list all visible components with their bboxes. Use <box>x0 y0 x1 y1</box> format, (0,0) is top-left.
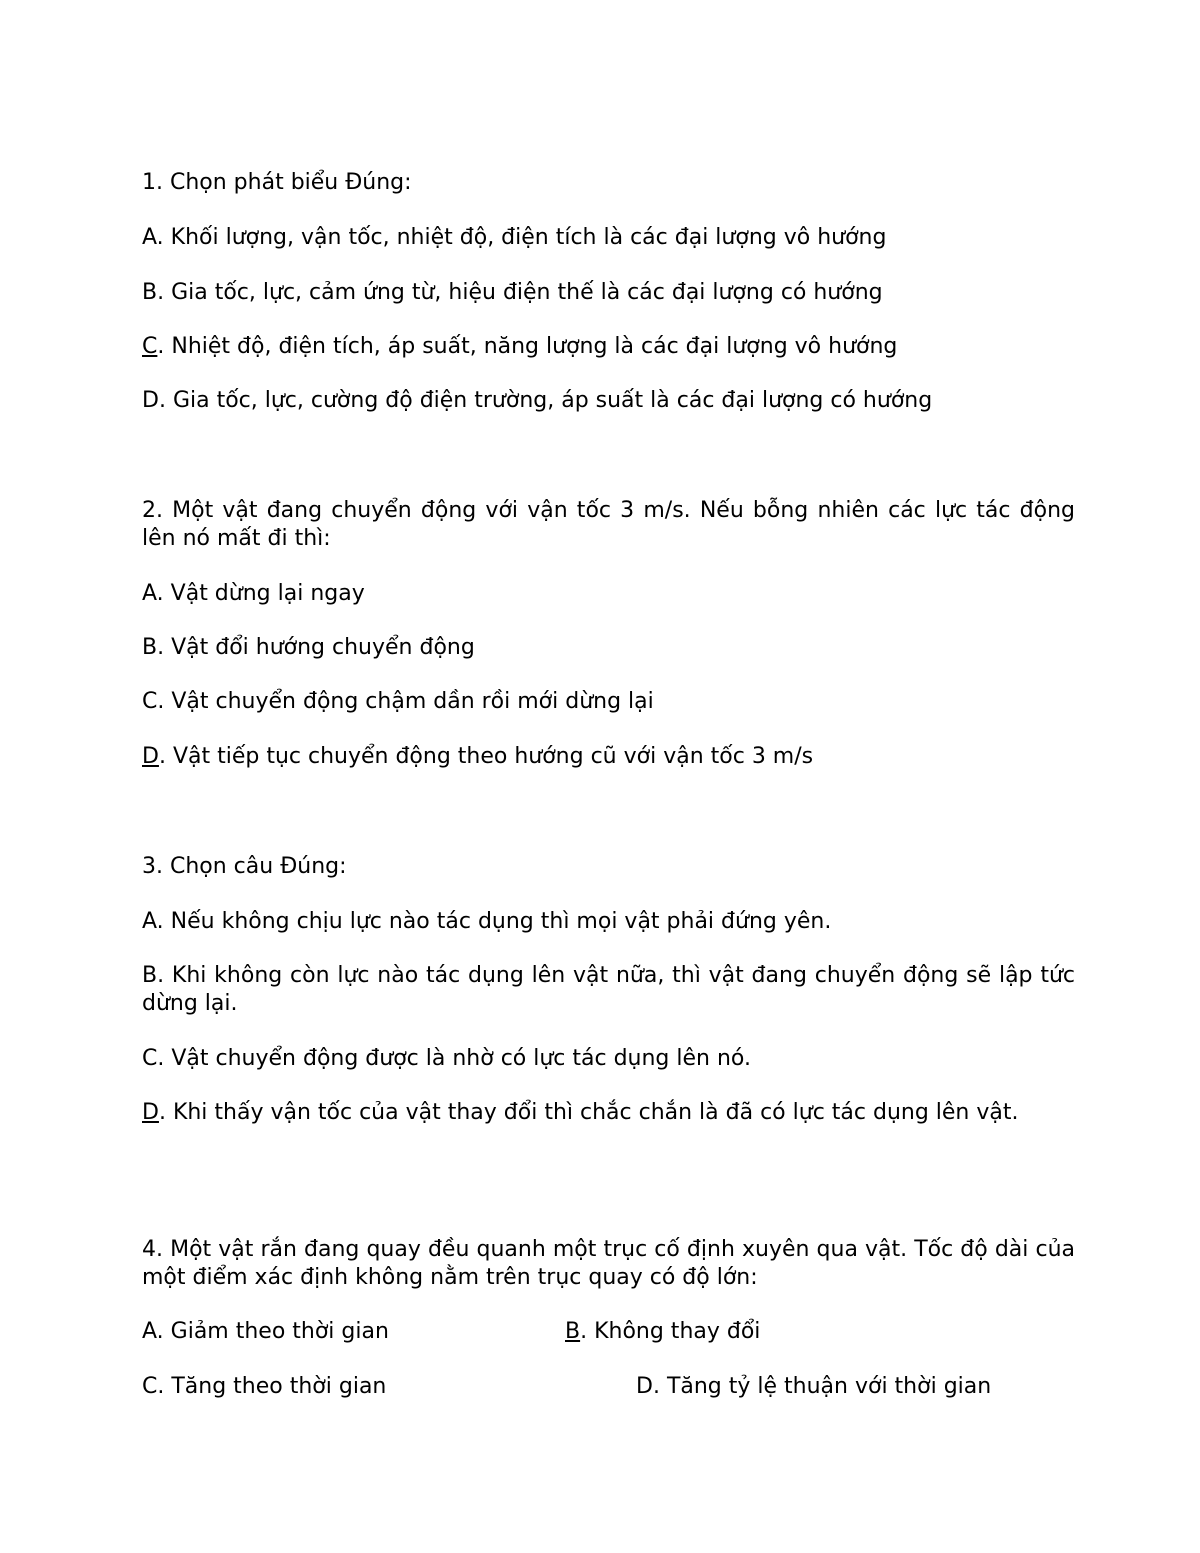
question-2-option-c: C. Vật chuyển động chậm dần rồi mới dừng lại <box>142 689 654 714</box>
question-1-option-a: A. Khối lượng, vận tốc, nhiệt độ, điện tích là các đại lượng vô hướng <box>142 225 887 250</box>
correct-answer-marker: C <box>142 334 158 359</box>
question-1-stem: 1. Chọn phát biểu Đúng: <box>142 170 412 195</box>
question-4-option-d: D. Tăng tỷ lệ thuận với thời gian <box>636 1374 992 1399</box>
question-1-option-b: B. Gia tốc, lực, cảm ứng từ, hiệu điện thế là các đại lượng có hướng <box>142 280 883 305</box>
correct-answer-marker: B <box>565 1319 581 1344</box>
question-3-option-b: B. Khi không còn lực nào tác dụng lên vật nữa, thì vật đang chuyển động sẽ lập tức dừng lại. <box>142 963 1075 1016</box>
question-4-option-a: A. Giảm theo thời gian <box>142 1319 389 1344</box>
question-3-option-a: A. Nếu không chịu lực nào tác dụng thì mọi vật phải đứng yên. <box>142 909 832 934</box>
question-3-option-c: C. Vật chuyển động được là nhờ có lực tác dụng lên nó. <box>142 1046 751 1071</box>
question-2-option-d: D. Vật tiếp tục chuyển động theo hướng cũ với vận tốc 3 m/s <box>142 744 814 769</box>
question-4-stem: 4. Một vật rắn đang quay đều quanh một trục cố định xuyên qua vật. Tốc độ dài của một điểm xác định không nằm trên trục quay có độ lớn: <box>142 1237 1075 1290</box>
question-2-option-b: B. Vật đổi hướng chuyển động <box>142 635 475 660</box>
correct-answer-marker: D <box>142 1100 159 1125</box>
question-1-option-c: C. Nhiệt độ, điện tích, áp suất, năng lượng là các đại lượng vô hướng <box>142 334 898 359</box>
question-3-option-d: D. Khi thấy vận tốc của vật thay đổi thì chắc chắn là đã có lực tác dụng lên vật. <box>142 1100 1019 1125</box>
correct-answer-marker: D <box>142 744 159 769</box>
question-4-option-b: B. Không thay đổi <box>565 1319 761 1344</box>
question-4-option-c: C. Tăng theo thời gian <box>142 1374 387 1399</box>
question-1-option-d: D. Gia tốc, lực, cường độ điện trường, áp suất là các đại lượng có hướng <box>142 388 933 413</box>
question-3-stem: 3. Chọn câu Đúng: <box>142 854 347 879</box>
question-2-option-a: A. Vật dừng lại ngay <box>142 581 365 606</box>
question-2-stem: 2. Một vật đang chuyển động với vận tốc 3 m/s. Nếu bỗng nhiên các lực tác động lên nó mất đi thì: <box>142 498 1075 551</box>
